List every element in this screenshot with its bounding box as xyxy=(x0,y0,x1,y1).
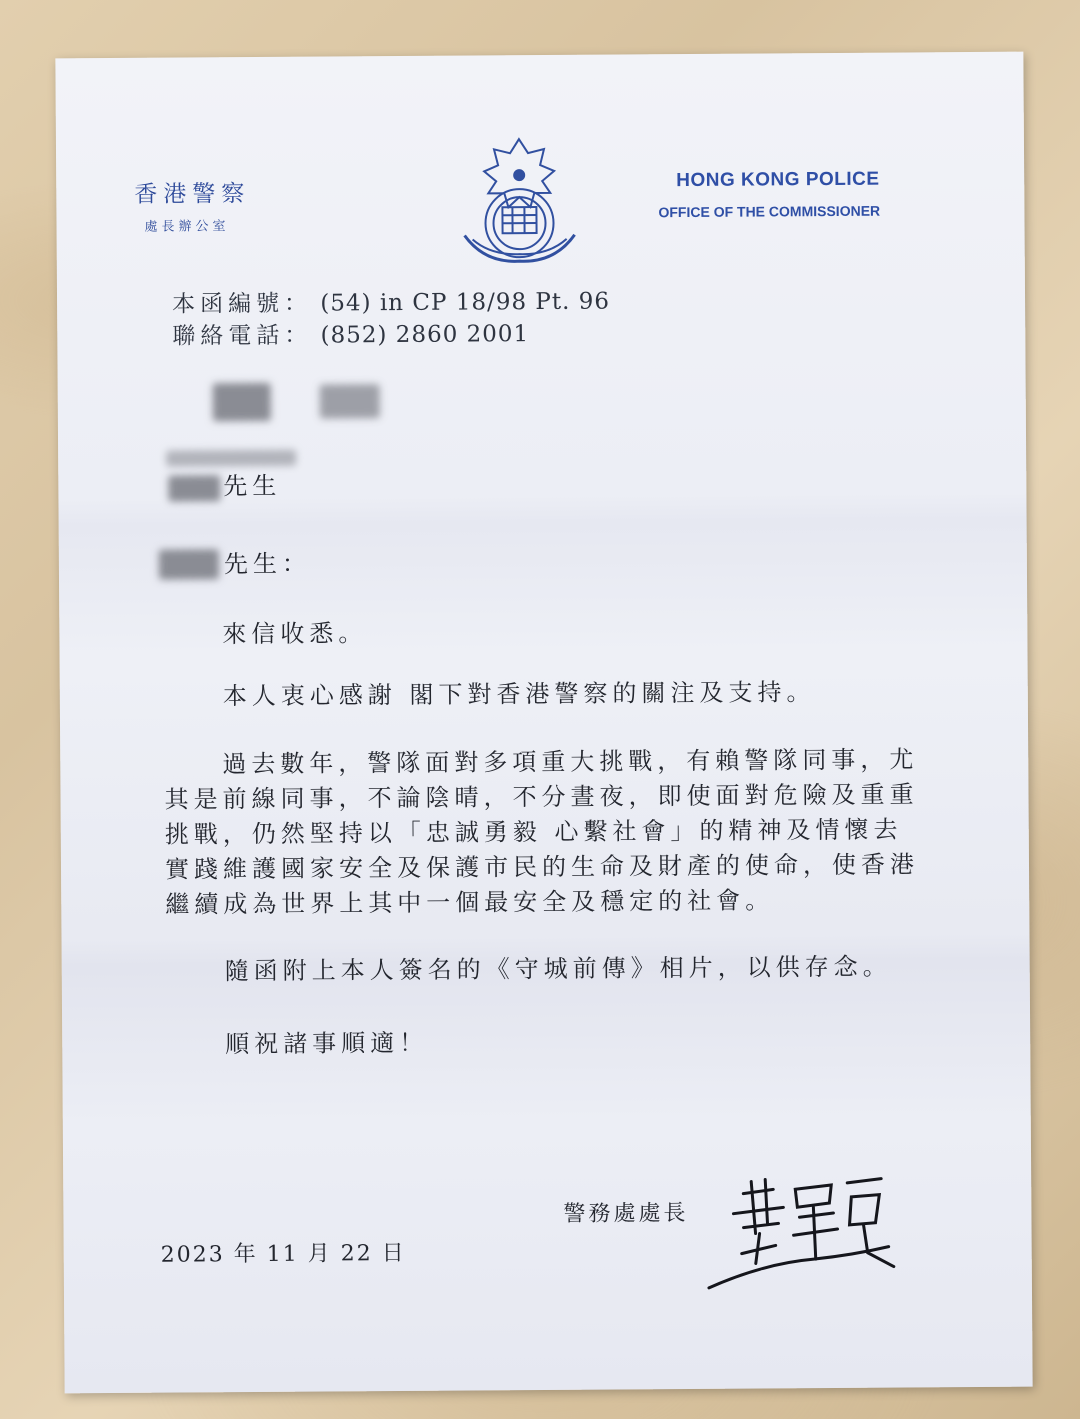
redacted-address xyxy=(213,383,271,421)
paragraph-3-line: 繼續成為世界上其中一個最安全及穩定的社會。 xyxy=(165,886,775,919)
redacted-salutation xyxy=(159,549,219,579)
telephone-label: 聯絡電話： xyxy=(172,322,313,350)
en-org-name: HONG KONG POLICE xyxy=(676,168,880,192)
salutation: 先生： xyxy=(223,549,311,579)
paragraph-3-line: 其是前線同事，不論陰晴，不分晝夜，即使面對危險及重重 xyxy=(164,780,919,814)
paragraph-4: 隨函附上本人簽名的《守城前傳》相片，以供存念。 xyxy=(224,952,892,986)
paragraph-3-line: 過去數年，警隊面對多項重大挑戰，有賴警隊同事，尤 xyxy=(222,745,919,779)
redacted-name xyxy=(166,450,296,467)
telephone-value: (852) 2860 2001 xyxy=(320,321,530,349)
recipient-name-suffix: 先生 xyxy=(223,471,282,501)
redacted-name xyxy=(168,475,220,501)
signatory-title: 警務處處長 xyxy=(563,1201,689,1227)
paragraph-1: 來信收悉。 xyxy=(222,619,368,649)
handwritten-signature xyxy=(703,1163,904,1294)
letter-date: 2023 年 11 月 22 日 xyxy=(160,1240,406,1268)
reference-value: (54) in CP 18/98 Pt. 96 xyxy=(320,288,611,317)
paragraph-5: 順祝諸事順適！ xyxy=(225,1028,429,1059)
redacted-address xyxy=(320,384,380,418)
paragraph-3 xyxy=(164,742,919,922)
police-crest-icon xyxy=(454,135,585,268)
reference-label: 本函編號： xyxy=(171,290,313,318)
reference-line xyxy=(172,283,610,319)
paragraph-2: 本人衷心感謝 閣下對香港警察的關注及支持。 xyxy=(222,678,816,711)
zh-office-name: 處長辦公室 xyxy=(144,219,230,235)
letter-sheet xyxy=(55,52,1032,1394)
en-office-name: OFFICE OF THE COMMISSIONER xyxy=(658,202,881,221)
telephone-line xyxy=(172,315,529,350)
paragraph-3-line: 實踐維護國家安全及保護市民的生命及財產的使命，使香港 xyxy=(164,850,920,884)
paragraph-3-line: 挑戰，仍然堅持以「忠誠勇毅 心繫社會」的精神及情懷去 xyxy=(164,815,903,849)
zh-org-name: 香港警察 xyxy=(134,181,251,208)
